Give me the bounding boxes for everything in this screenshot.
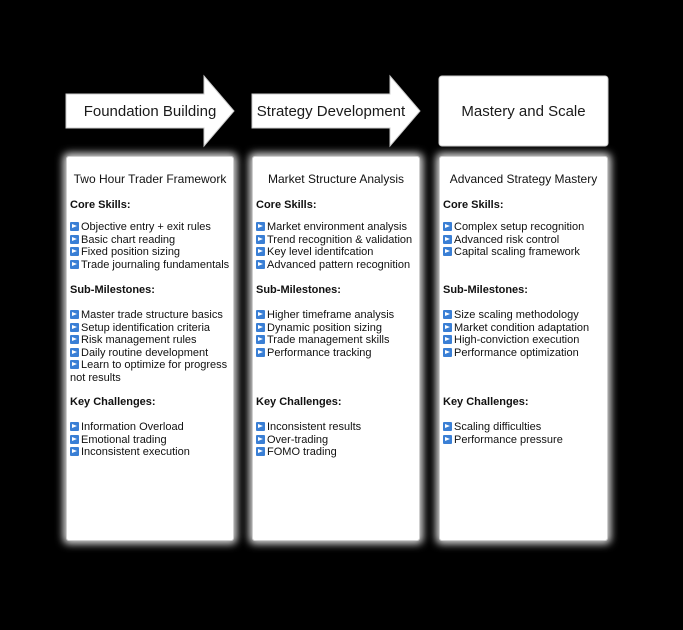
list-item (70, 334, 231, 347)
arrow-right-icon (70, 235, 79, 244)
arrow-right-icon (443, 247, 452, 256)
list-item-text: Performance pressure (454, 433, 563, 446)
list-item-text: Master trade structure basics (81, 309, 223, 321)
list-item (70, 347, 231, 360)
list-item (443, 246, 605, 259)
arrow-right-icon (443, 335, 452, 344)
list-item (70, 421, 231, 434)
list-item-text: Performance optimization (454, 346, 579, 359)
arrow-right-icon (256, 310, 265, 319)
arrow-right-icon (256, 260, 265, 269)
list-item-text: Fixed position sizing (81, 246, 181, 258)
list-item (70, 259, 231, 272)
list-item-text: Key level identifcation (267, 246, 374, 258)
list-item-text: Daily routine development (81, 346, 209, 359)
list-item (256, 347, 417, 360)
key-challenges-heading: Key Challenges: (443, 396, 529, 408)
stage-panel-mastery (439, 156, 608, 541)
arrow-right-icon (70, 360, 79, 369)
core-skills-list (256, 221, 417, 271)
list-item (443, 434, 605, 447)
sub-milestones-list (443, 309, 605, 359)
stage-panel-foundation (66, 156, 234, 541)
sub-milestones-heading: Sub-Milestones: (70, 284, 155, 296)
stage-header-foundation (66, 76, 236, 146)
core-skills-heading: Core Skills: (70, 199, 131, 211)
list-item (443, 234, 605, 247)
stage-header-label: Foundation Building (83, 102, 217, 120)
arrow-right-icon (443, 222, 452, 231)
key-challenges-list (443, 421, 605, 446)
list-item (256, 259, 417, 272)
arrow-right-icon (70, 247, 79, 256)
list-item-text: Emotional trading (81, 433, 167, 446)
list-item-text: High-conviction execution (454, 334, 580, 346)
arrow-right-icon (70, 222, 79, 231)
arrow-right-icon (256, 247, 265, 256)
arrow-right-icon (256, 335, 265, 344)
list-item-text: Trend recognition & validation (267, 233, 413, 246)
list-item-text: Advanced pattern recognition (267, 258, 411, 271)
list-item-text: Trade journaling fundamentals (81, 258, 230, 271)
core-skills-heading: Core Skills: (443, 199, 504, 211)
list-item (443, 309, 605, 322)
stage-header-label: Strategy Development (256, 102, 406, 120)
arrow-right-icon (70, 348, 79, 357)
core-skills-list (70, 221, 231, 271)
arrow-right-icon (256, 422, 265, 431)
arrow-right-icon (70, 435, 79, 444)
arrow-right-icon (256, 222, 265, 231)
list-item-text: Over-trading (267, 433, 329, 446)
list-item-text: Objective entry + exit rules (81, 221, 211, 233)
list-item (256, 446, 417, 459)
list-item (256, 221, 417, 234)
arrow-right-icon (256, 435, 265, 444)
list-item (443, 421, 605, 434)
list-item (70, 446, 231, 459)
list-item-text: Dynamic position sizing (267, 321, 382, 334)
list-item-text: Higher timeframe analysis (267, 309, 395, 321)
list-item (443, 334, 605, 347)
list-item (256, 421, 417, 434)
list-item-text: Performance tracking (267, 346, 372, 359)
list-item-text: Trade management skills (267, 334, 390, 346)
list-item (256, 234, 417, 247)
list-item-text: FOMO trading (267, 446, 337, 458)
panel-title: Two Hour Trader Framework (73, 172, 227, 186)
list-item-text: Capital scaling framework (454, 246, 580, 258)
list-item (256, 309, 417, 322)
sub-milestones-heading: Sub-Milestones: (443, 284, 528, 296)
list-item (256, 322, 417, 335)
list-item (70, 246, 231, 259)
sub-milestones-list (256, 309, 417, 359)
list-item (70, 309, 231, 322)
list-item (443, 347, 605, 360)
list-item-text: Inconsistent results (267, 421, 362, 433)
stage-header-label: Mastery and Scale (461, 102, 586, 120)
list-item (256, 246, 417, 259)
arrow-right-icon (443, 435, 452, 444)
list-item (256, 434, 417, 447)
key-challenges-heading: Key Challenges: (256, 396, 342, 408)
stage-header-strategy (252, 76, 422, 146)
list-item-text: Market condition adaptation (454, 321, 590, 334)
list-item-text: Information Overload (81, 421, 184, 433)
list-item (256, 334, 417, 347)
list-item-text: Complex setup recognition (454, 221, 585, 233)
list-item-text: Basic chart reading (81, 233, 176, 246)
arrow-right-icon (70, 447, 79, 456)
list-item-text: Scaling difficulties (454, 421, 542, 433)
stage-header-mastery (439, 76, 609, 146)
arrow-right-icon (443, 310, 452, 319)
list-item-text: Size scaling methodology (454, 309, 579, 321)
list-item-text: Market environment analysis (267, 221, 408, 233)
list-item-text: Advanced risk control (454, 233, 560, 246)
panel-title: Advanced Strategy Mastery (449, 172, 598, 186)
arrow-right-icon (443, 235, 452, 244)
arrow-right-icon (443, 323, 452, 332)
core-skills-list (443, 221, 605, 259)
arrow-right-icon (70, 310, 79, 319)
arrow-right-icon (256, 447, 265, 456)
key-challenges-heading: Key Challenges: (70, 396, 156, 408)
core-skills-heading: Core Skills: (256, 199, 317, 211)
sub-milestones-heading: Sub-Milestones: (256, 284, 341, 296)
stage-panel-strategy (252, 156, 420, 541)
list-item-text: Risk management rules (81, 334, 197, 346)
list-item (70, 234, 231, 247)
list-item (443, 221, 605, 234)
arrow-right-icon (70, 260, 79, 269)
arrow-right-icon (70, 335, 79, 344)
list-item-text: Learn to optimize for progress not results (70, 359, 228, 384)
list-item-text: Inconsistent execution (81, 446, 190, 458)
arrow-right-icon (70, 422, 79, 431)
list-item (70, 322, 231, 335)
arrow-right-icon (443, 348, 452, 357)
arrow-right-icon (256, 323, 265, 332)
list-item-text: Setup identification criteria (81, 321, 211, 334)
key-challenges-list (70, 421, 231, 459)
key-challenges-list (256, 421, 417, 459)
arrow-right-icon (256, 348, 265, 357)
list-item (70, 434, 231, 447)
sub-milestones-list (70, 309, 231, 384)
list-item (70, 221, 231, 234)
list-item (443, 322, 605, 335)
arrow-right-icon (70, 323, 79, 332)
arrow-right-icon (256, 235, 265, 244)
list-item (70, 359, 231, 384)
arrow-right-icon (443, 422, 452, 431)
panel-title: Market Structure Analysis (267, 172, 405, 186)
